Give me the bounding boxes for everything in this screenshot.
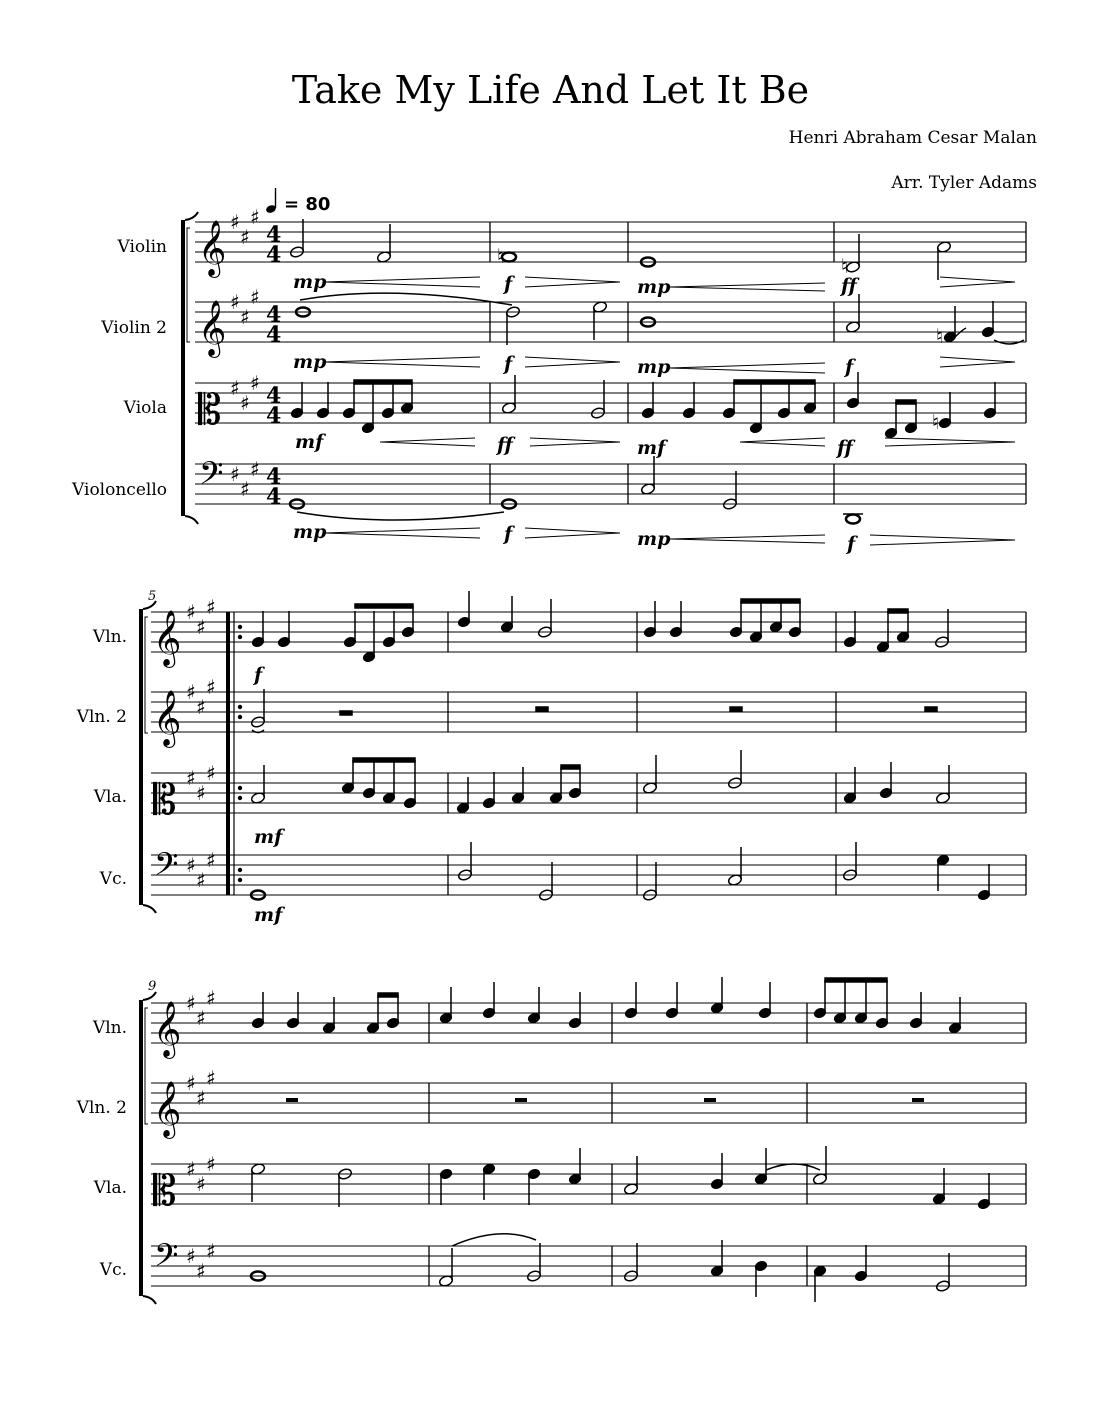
alto-clef-icon: 𝄡 xyxy=(153,1166,177,1215)
time-sig-top: 4 xyxy=(266,222,282,248)
sharp-icon: ♯ xyxy=(196,781,206,805)
alto-clef-icon: 𝄡 xyxy=(153,775,177,824)
dynamic-marking: mf xyxy=(254,826,283,848)
time-sig-bottom: 4 xyxy=(266,484,282,510)
staff-lines xyxy=(151,612,1026,895)
natural-icon: ♮ xyxy=(841,254,849,278)
treble-clef-icon: 𝄞 xyxy=(153,1001,182,1057)
sharp-icon: ♯ xyxy=(186,991,196,1015)
sharp-icon: ♯ xyxy=(196,1172,206,1196)
instrument-label-violin: Vln. xyxy=(92,1018,127,1038)
dynamic-marking: mp xyxy=(293,521,327,543)
dynamic-marking: ff xyxy=(841,275,857,297)
dynamic-marking: mp xyxy=(293,271,327,293)
sharp-icon: ♯ xyxy=(206,1239,216,1263)
bass-clef-icon: 𝄢 xyxy=(154,846,179,890)
measure-number: 9 xyxy=(148,979,157,994)
cello-notes-system-2 xyxy=(251,842,991,901)
sharp-icon: ♯ xyxy=(206,761,216,785)
dynamic-marking: mf xyxy=(295,431,324,453)
arranger-credit: Arr. Tyler Adams xyxy=(891,173,1037,193)
time-sig-bottom: 4 xyxy=(266,322,282,348)
natural-icon: ♮ xyxy=(932,410,940,434)
treble-clef-icon: 𝄞 xyxy=(198,300,227,356)
sharp-icon: ♯ xyxy=(250,285,260,309)
sharp-icon: ♯ xyxy=(240,305,250,329)
sharp-icon: ♯ xyxy=(196,695,206,719)
sharp-icon: ♯ xyxy=(206,986,216,1010)
treble-clef-icon: 𝄞 xyxy=(198,220,227,276)
viola-notes-system-2 xyxy=(250,750,950,814)
violin-notes-system-3 xyxy=(251,977,961,1034)
natural-icon: ♮ xyxy=(936,324,944,348)
tempo-marking xyxy=(265,188,330,215)
time-sig-top: 4 xyxy=(266,383,282,409)
score-title: Take My Life And Let It Be xyxy=(291,68,810,112)
dynamic-marking: f xyxy=(254,664,263,686)
instrument-label-viola: Vla. xyxy=(93,787,127,807)
instrument-label-violin-2: Vln. 2 xyxy=(76,1098,127,1118)
violin-2-notes-system-2 xyxy=(250,689,937,733)
sharp-icon: ♯ xyxy=(206,595,216,619)
instrument-label-cello: Vc. xyxy=(99,1260,127,1280)
sharp-icon: ♯ xyxy=(196,615,206,639)
sharp-icon: ♯ xyxy=(206,1066,216,1090)
barlines xyxy=(448,612,1026,895)
clefs xyxy=(153,1001,181,1281)
instrument-label-cello: Vc. xyxy=(99,869,127,889)
instrument-label-violin-2: Violin 2 xyxy=(101,318,167,338)
barlines xyxy=(429,1003,1026,1286)
sharp-icon: ♯ xyxy=(186,1071,196,1095)
dynamic-marking: mp xyxy=(637,276,671,298)
instrument-label-violin: Violin xyxy=(117,237,167,257)
whole-rest-icon xyxy=(536,707,548,711)
bass-clef-icon: 𝄢 xyxy=(154,1237,179,1281)
viola-notes-system-3 xyxy=(250,1146,990,1210)
sharp-icon: ♯ xyxy=(186,600,196,624)
time-sig-top: 4 xyxy=(266,302,282,328)
whole-rest-icon xyxy=(730,707,742,711)
sharp-icon: ♯ xyxy=(196,868,206,892)
dynamic-marking: mf xyxy=(637,437,666,459)
key-signatures xyxy=(230,205,260,501)
time-sig-bottom: 4 xyxy=(266,242,282,268)
dynamic-marking: mf xyxy=(254,904,283,926)
bass-clef-icon: 𝄢 xyxy=(199,455,224,499)
sharp-icon: ♯ xyxy=(186,1157,196,1181)
system-1 xyxy=(71,205,1026,555)
whole-rest-icon xyxy=(912,1098,924,1102)
whole-rest-icon xyxy=(704,1098,716,1102)
composer-credit: Henri Abraham Cesar Malan xyxy=(788,128,1037,148)
cello-notes-system-1 xyxy=(290,456,863,524)
system-3 xyxy=(76,977,1026,1304)
alto-clef-icon: 𝄡 xyxy=(198,385,222,434)
dynamic-marking: f xyxy=(504,523,513,545)
natural-icon: ♮ xyxy=(497,244,505,268)
measure-number: 5 xyxy=(148,589,157,604)
sharp-icon: ♯ xyxy=(250,205,260,229)
sharp-icon: ♯ xyxy=(196,1259,206,1283)
whole-rest-icon xyxy=(286,1098,298,1102)
viola-notes-system-1 xyxy=(290,372,996,439)
clefs xyxy=(153,610,181,890)
instrument-label-cello: Violoncello xyxy=(72,480,167,500)
dynamic-marking: ff xyxy=(497,434,513,456)
dynamic-marking: mp xyxy=(637,528,671,550)
whole-rest-icon xyxy=(925,707,937,711)
hairpins-system-1 xyxy=(325,277,1015,545)
time-signatures xyxy=(266,222,281,510)
sharp-icon: ♯ xyxy=(240,225,250,249)
violin-notes-system-1 xyxy=(289,219,951,280)
sharp-icon: ♯ xyxy=(230,210,240,234)
instrument-label-viola: Viola xyxy=(123,398,167,418)
system-bracket xyxy=(181,212,198,524)
treble-clef-icon: 𝄞 xyxy=(153,690,182,746)
instrument-label-viola: Vla. xyxy=(93,1178,127,1198)
repeat-barline xyxy=(226,612,242,895)
sharp-icon: ♯ xyxy=(206,848,216,872)
system-2 xyxy=(76,589,1026,926)
cello-notes-system-3 xyxy=(251,1234,951,1302)
sharp-icon: ♯ xyxy=(206,1152,216,1176)
key-signatures xyxy=(186,595,216,892)
violin-2-notes-system-3 xyxy=(286,1098,924,1102)
sharp-icon: ♯ xyxy=(250,371,260,395)
sharp-icon: ♯ xyxy=(196,1086,206,1110)
sharp-icon: ♯ xyxy=(206,675,216,699)
dynamic-marking: mp xyxy=(637,356,671,378)
instrument-label-violin-2: Vln. 2 xyxy=(76,707,127,727)
time-sig-bottom: 4 xyxy=(266,403,282,429)
clefs xyxy=(198,220,226,499)
treble-clef-icon: 𝄞 xyxy=(153,610,182,666)
dynamic-marking: f xyxy=(504,273,513,295)
sharp-icon: ♯ xyxy=(186,1244,196,1268)
dynamics-system-2 xyxy=(252,664,285,926)
sharp-icon: ♯ xyxy=(186,766,196,790)
time-sig-top: 4 xyxy=(266,464,282,490)
sharp-icon: ♯ xyxy=(230,376,240,400)
instrument-label-violin: Vln. xyxy=(92,627,127,647)
dynamic-marking: ff xyxy=(837,437,853,459)
dynamic-marking: mp xyxy=(293,351,327,373)
sharp-icon: ♯ xyxy=(196,1006,206,1030)
sharp-icon: ♯ xyxy=(240,391,250,415)
tempo-text: = 80 xyxy=(284,194,331,215)
dynamic-marking: f xyxy=(504,353,513,375)
key-signatures xyxy=(186,986,216,1283)
sharp-icon: ♯ xyxy=(230,290,240,314)
dynamic-marking: f xyxy=(845,356,854,378)
sharp-icon: ♯ xyxy=(230,462,240,486)
half-rest-icon xyxy=(340,711,352,715)
sharp-icon: ♯ xyxy=(186,680,196,704)
sharp-icon: ♯ xyxy=(240,477,250,501)
dynamic-marking: f xyxy=(847,533,856,555)
treble-clef-icon: 𝄞 xyxy=(153,1081,182,1137)
sharp-icon: ♯ xyxy=(186,853,196,877)
staff-lines xyxy=(151,1003,1026,1286)
whole-rest-icon xyxy=(515,1098,527,1102)
violin-2-notes-system-1 xyxy=(296,293,1024,345)
sharp-icon: ♯ xyxy=(250,457,260,481)
barlines xyxy=(490,222,1026,504)
